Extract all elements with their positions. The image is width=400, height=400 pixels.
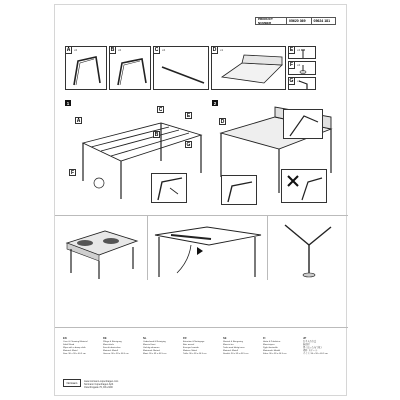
fr-line-5: Taille: 90 x 59 x 40.5 cm — [183, 352, 207, 355]
product-number-1: 05620 369 — [287, 18, 312, 24]
en-line-2: Solid Wood — [63, 343, 75, 346]
step-2-number: 2 — [213, 100, 217, 106]
language-block-jp — [303, 338, 336, 355]
de-line-1: Pflege & Reinigung — [103, 340, 122, 343]
part-f-tag: F — [289, 62, 294, 68]
step-1-number: 1 — [66, 100, 70, 106]
product-number-label: PRODUCT NUMBER — [256, 18, 287, 24]
do-not-cross-icon — [282, 170, 328, 204]
language-block-se — [223, 338, 256, 355]
se-line-2: Massivt tra — [223, 343, 234, 346]
step-1-callout-c: C — [158, 106, 163, 113]
screw-e-icon — [289, 47, 317, 60]
part-e-qty: x4 — [297, 48, 301, 52]
part-e-panel — [288, 46, 316, 59]
fi-line-1: Hoito & Puhdistus — [263, 340, 281, 343]
step-1-frame-drawing — [71, 105, 211, 205]
allen-key-g-icon — [289, 78, 317, 91]
instruction-sheet — [54, 4, 347, 396]
leg-frame-a-drawing — [66, 47, 108, 91]
jp-line-3: 固く絞った布で拭く — [303, 346, 323, 349]
top-corner-detail-drawing — [284, 110, 324, 140]
product-number-box — [255, 17, 336, 25]
part-d-qty: x1 — [220, 48, 224, 52]
step-2-callout-d: D — [220, 118, 225, 125]
divider-top — [55, 215, 348, 216]
part-c-tag: C — [154, 47, 159, 53]
fr-line-2: Bois massif — [183, 343, 195, 346]
language-code-se: SE — [223, 337, 227, 340]
language-code-fi: FI — [263, 337, 266, 340]
fi-line-2: Massiivipuu — [263, 343, 275, 346]
part-g-qty: x1 — [297, 79, 301, 83]
divider-v1 — [147, 215, 148, 280]
part-g-tag: G — [289, 78, 294, 84]
part-b-qty: x2 — [118, 48, 122, 52]
de-line-4: Material: Metall — [103, 349, 118, 352]
language-block-en — [63, 338, 96, 355]
fr-line-1: Entretien & Nettoyage — [183, 340, 205, 343]
brand-logo: Normann — [63, 379, 81, 387]
language-code-nl: NL — [143, 337, 147, 340]
nl-line-5: Maat: 90 x 59 x 40.5 cm — [143, 352, 167, 355]
part-d-panel — [211, 46, 286, 90]
en-line-5: Size: 90 x 59 x 40.5 cm — [63, 352, 86, 355]
jp-line-4: 素材: スチール — [303, 349, 318, 352]
jp-line-2: 無垢材 — [303, 343, 310, 346]
foot-adjust-drawing — [271, 221, 346, 281]
crossbar-c-drawing — [154, 47, 210, 91]
en-line-4: Material: Metal — [63, 349, 78, 352]
footer-city: Osterbrogade 70, DK-2100 — [84, 386, 113, 389]
part-e-tag: E — [289, 47, 294, 53]
se-line-1: Skotsel & Rengoring — [223, 340, 243, 343]
footer-address: Normann Copenhagen ApS — [84, 383, 114, 386]
nl-line-2: Massief hout — [143, 343, 156, 346]
se-line-3: Torka med fuktig trasa — [223, 346, 245, 349]
step-1-callout-f: F — [70, 169, 75, 176]
fr-line-3: Essuyer humide — [183, 346, 199, 349]
corner-detail-drawing — [222, 176, 258, 206]
language-code-fr: FR — [183, 337, 187, 340]
language-code-en: EN — [63, 337, 67, 340]
foot-glide-f-icon — [289, 62, 317, 76]
en-line-3: Wipe with a damp cloth — [63, 346, 86, 349]
product-number-2: 05624 181 — [313, 19, 331, 23]
nl-line-3: Vochtig afnemen — [143, 346, 160, 349]
part-a-qty: x2 — [74, 48, 78, 52]
step-1-callout-e: E — [186, 112, 191, 119]
part-d-tag: D — [212, 47, 217, 53]
de-line-5: Grosse: 90 x 59 x 40.5 cm — [103, 352, 129, 355]
language-block-nl — [143, 338, 176, 355]
step-1-callout-a: A — [76, 117, 81, 124]
footer-info — [84, 380, 118, 389]
part-f-qty: x4 — [297, 63, 301, 67]
fi-line-4: Materiaali: Metalli — [263, 349, 281, 352]
nl-line-4: Materiaal: Metaal — [143, 349, 160, 352]
fi-line-5: Koko: 90 x 59 x 40.5 cm — [263, 352, 287, 355]
se-line-4: Material: Metall — [223, 349, 238, 352]
language-block-fi — [263, 338, 296, 355]
part-b-panel — [109, 46, 151, 90]
language-block-de — [103, 338, 136, 355]
fr-line-4: Matiere: Metal — [183, 349, 197, 352]
part-c-panel — [153, 46, 209, 90]
tabletop-d-drawing — [212, 47, 287, 91]
part-b-tag: B — [110, 47, 115, 53]
nl-line-1: Onderhoud & Reiniging — [143, 340, 166, 343]
language-code-jp: JP — [303, 337, 307, 340]
language-block-fr — [183, 338, 216, 355]
language-code-de: DE — [103, 337, 107, 340]
footer-url[interactable]: www.normann-copenhagen.com — [84, 380, 119, 383]
part-f-panel — [288, 61, 316, 75]
part-g-panel — [288, 77, 316, 90]
step-2-top-detail — [283, 109, 323, 139]
screw-detail-drawing — [152, 174, 188, 204]
jp-line-1: お手入れ方法 — [303, 340, 317, 343]
en-line-1: Care & Cleaning Material — [63, 340, 88, 343]
divider-bottom — [55, 327, 348, 328]
finished-table-drawing — [61, 221, 141, 281]
step-1-callout-b: B — [154, 131, 159, 138]
cable-tray-drawing — [151, 221, 266, 281]
jp-line-5: サイズ: 90 x 59 x 40.5 cm — [303, 352, 328, 355]
leg-frame-b-drawing — [110, 47, 152, 91]
divider-v2 — [267, 215, 268, 280]
part-a-panel — [65, 46, 107, 90]
step-2-warning-detail — [281, 169, 327, 203]
part-a-tag: A — [66, 47, 71, 53]
de-line-2: Massivholz — [103, 343, 114, 346]
part-c-qty: x4 — [162, 48, 166, 52]
step-1-screw-detail — [151, 173, 187, 203]
step-2-corner-detail — [221, 175, 257, 205]
fi-line-3: Pyyhi kostealla — [263, 346, 278, 349]
de-line-3: Feucht abwischen — [103, 346, 121, 349]
se-line-5: Storlek: 90 x 59 x 40.5 cm — [223, 352, 249, 355]
step-1-callout-g: G — [186, 141, 191, 148]
